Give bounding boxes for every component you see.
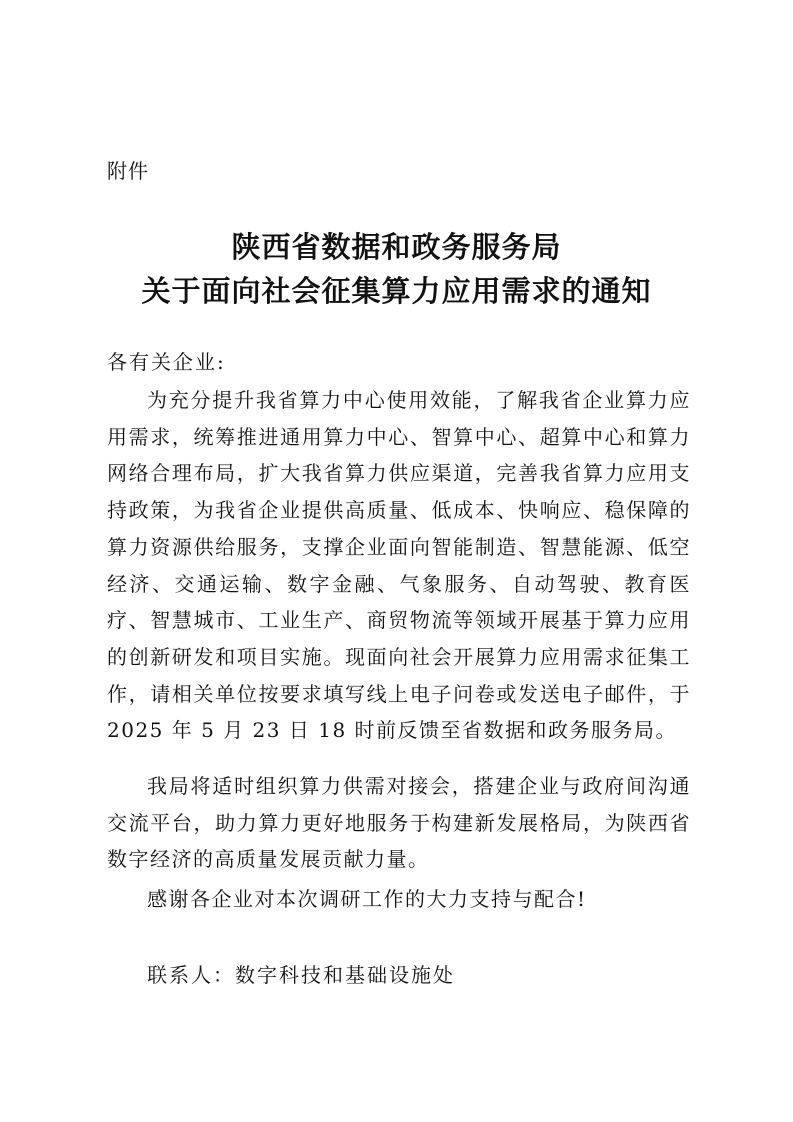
body-paragraph-2: 我局将适时组织算力供需对接会，搭建企业与政府间沟通交流平台，助力算力更好地服务于构建新发展格局，为陕西省数字经济的高质量发展贡献力量。 bbox=[107, 774, 691, 872]
attachment-label: 附件 bbox=[107, 159, 149, 183]
document-title-line-1: 陕西省数据和政务服务局 bbox=[231, 230, 562, 264]
document-title-line-2: 关于面向社会征集算力应用需求的通知 bbox=[141, 274, 652, 308]
body-paragraph-1: 为充分提升我省算力中心使用效能，了解我省企业算力应用需求，统筹推进通用算力中心、智算中心、超算中心和算力网络合理布局，扩大我省算力供应渠道，完善我省算力应用支持政策，为我省企业提供高质量、低成本、快响应、稳保障的算力资源供给服务，支撑企业面向智能制造、智慧能源、低空经济、交通运输、数字金融、气象服务、自动驾驶、教育医疗、智慧城市、工业生产、商贸物流等领域开展基于算力应用的创新研发和项目实施。现面向社会开展算力应用需求征集工作，请相关单位按要求填写线上电子问卷或发送电子邮件，于 2025 年 5 月 23 日 18 时前反馈至省数据和政务服务局。 bbox=[107, 388, 691, 743]
contact-line: 联系人：数字科技和基础设施处 bbox=[147, 963, 455, 987]
salutation: 各有关企业: bbox=[107, 350, 226, 374]
body-paragraph-3: 感谢各企业对本次调研工作的大力支持与配合! bbox=[147, 887, 587, 911]
